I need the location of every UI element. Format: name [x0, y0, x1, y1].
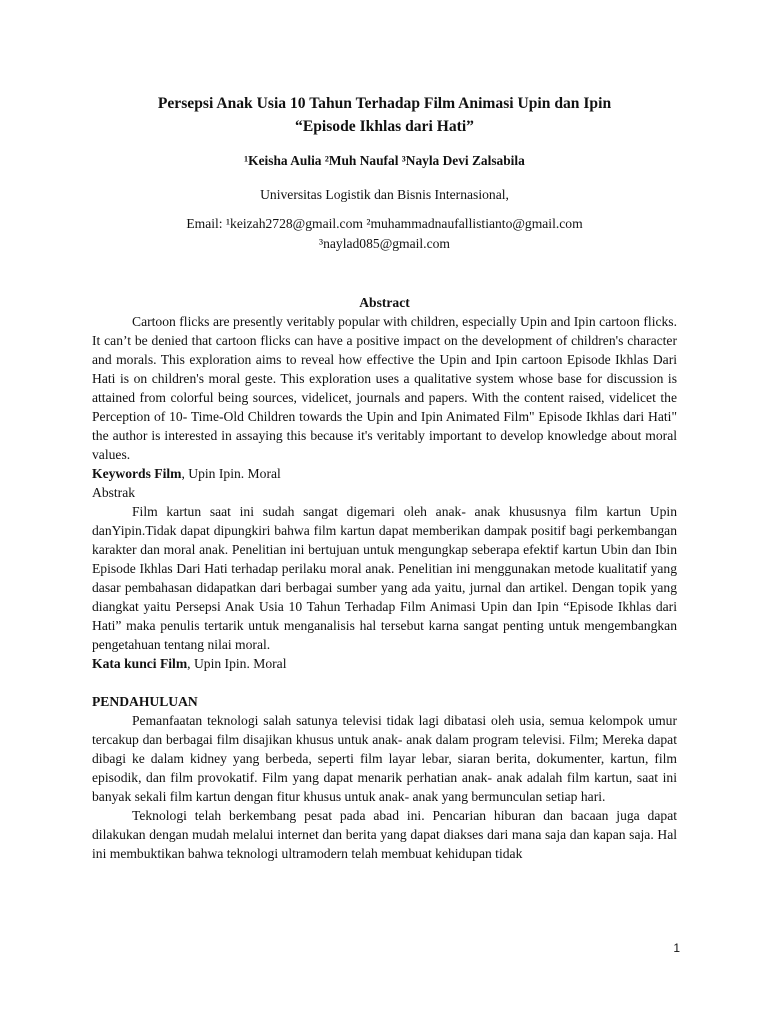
abstract-keywords-value: , Upin Ipin. Moral — [181, 466, 281, 481]
paper-emails — [92, 214, 677, 254]
abstrak-keywords-label: Kata kunci Film — [92, 656, 188, 671]
pendahuluan-heading: PENDAHULUAN — [92, 694, 198, 709]
paper-authors: ¹Keisha Aulia ²Muh Naufal ³Nayla Devi Zalsabila — [244, 153, 525, 168]
abstrak-heading: Abstrak — [92, 485, 136, 500]
paper-affiliation: Universitas Logistik dan Bisnis Internasional, — [260, 187, 509, 202]
paper-title — [92, 92, 677, 138]
email-line-1: Email: ¹keizah2728@gmail.com ²muhammadnaufallistianto@gmail.com — [186, 216, 583, 231]
paper-title-line1: Persepsi Anak Usia 10 Tahun Terhadap Film Animasi Upin dan Ipin — [157, 95, 612, 112]
abstract-keywords-label: Keywords Film — [92, 466, 182, 481]
abstrak-keywords — [92, 654, 677, 673]
pendahuluan-paragraph-1: Pemanfaatan teknologi salah satunya televisi tidak lagi dibatasi oleh usia, semua kelompok umur tercakup dan berbagai film disajikan khusus untuk anak- anak dalam program televisi. Film; Mereka dapat dibagi ke dalam kidney yang berbeda, seperti film layar lebar, siaran berita, dokumenter, kartun, film episodik, dan film provokatif. Film yang dapat menarik perhatian anak- anak adalah film kartun, saat ini banyak sekali film kartun dengan fitur khusus untuk anak- anak yang bermunculan setiap hari. — [92, 713, 677, 804]
abstrak-body: Film kartun saat ini sudah sangat digemari oleh anak- anak khususnya film kartun Upin danYipin.Tidak dapat dipungkiri bahwa film kartun dapat memberikan dampak positif bagi perkembangan karakter dan moral anak. Penelitian ini bertujuan untuk mengungkap seberapa efektif kartun Ubin dan Ibin Episode Ikhlas Dari Hati terhadap perilaku moral anak. Penelitian ini menggunakan metode kualitatif yang dasar pembahasan didapatkan dari berbagai sumber yang ada yaitu, jurnal dan artikel. Dengan topik yang diangkat yaitu Persepsi Anak Usia 10 Tahun Terhadap Film Animasi Upin dan Ipin “Episode Ikhlas dari Hati” maka penulis tertarik untuk menganalisis hal tersebut karna sangat penting untuk mengembangkan pengetahuan tentang nilai moral. — [92, 504, 677, 652]
paper-title-line2: “Episode Ikhlas dari Hati” — [295, 118, 474, 135]
abstract-keywords — [92, 464, 677, 483]
abstract-heading: Abstract — [359, 295, 410, 310]
email-line-2: ³naylad085@gmail.com — [319, 236, 450, 251]
abstrak-keywords-value: , Upin Ipin. Moral — [187, 656, 287, 671]
page-number: 1 — [673, 941, 680, 955]
abstract-body: Cartoon flicks are presently veritably popular with children, especially Upin and Ipin cartoon flicks. It can’t be denied that cartoon flicks can have a positive impact on the development of children's character and morals. This exploration aims to reveal how effective the Upin and Ipin cartoon Episode Ikhlas Dari Hati is on children's moral geste. This exploration uses a qualitative system whose base for discussion is attained from colorful being sources, videlicet, journals and papers. With the content raised, videlicet the Perception of 10- Time-Old Children towards the Upin and Ipin Animated Film" Episode Ikhlas dari Hati" the author is interested in assaying this because it's veritably important to develop knowledge about moral values. — [92, 314, 677, 462]
pendahuluan-paragraph-2: Teknologi telah berkembang pesat pada abad ini. Pencarian hiburan dan bacaan juga dapat dilakukan dengan mudah melalui internet dan berita yang dapat diakses dari mana saja dan kapan saja. Hal ini membuktikan bahwa teknologi ultramodern telah membuat kehidupan tidak — [92, 808, 677, 861]
paper-page — [92, 0, 677, 863]
